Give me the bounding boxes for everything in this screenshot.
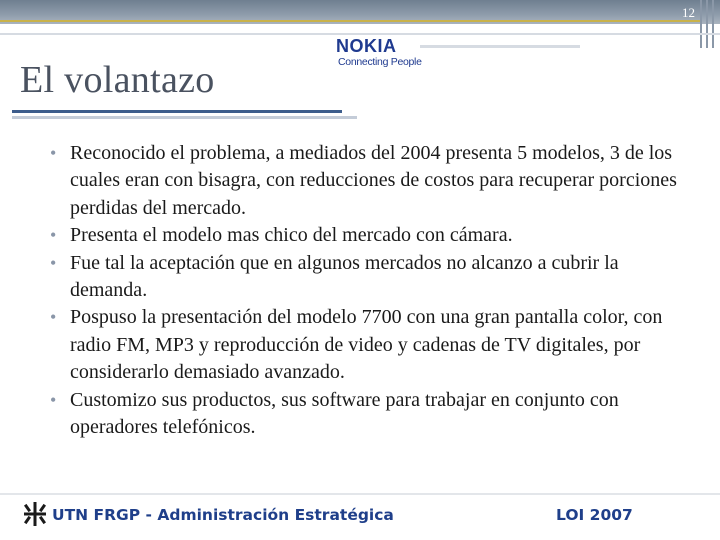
utn-logo-icon: [24, 502, 46, 526]
top-band: [0, 0, 720, 24]
bullet-text: Fue tal la aceptación que en algunos mercados no alcanzo a cubrir la demanda.: [70, 251, 619, 302]
bullet-marker-icon: •: [50, 225, 57, 246]
logo-wordmark: NOKIA: [336, 36, 397, 56]
nokia-logo: [336, 36, 428, 70]
slide-title: El volantazo: [20, 59, 215, 101]
footer-year-label: LOI 2007: [556, 506, 633, 524]
footer-course-label: UTN FRGP - Administración Estratégica: [52, 506, 394, 524]
bullet-item: [50, 140, 690, 222]
bullet-item: [50, 387, 690, 442]
bullet-list: [50, 140, 690, 441]
bullet-marker-icon: •: [50, 143, 57, 163]
bullet-marker-icon: •: [50, 307, 57, 328]
bullet-marker-icon: •: [50, 389, 57, 410]
title-underline: [12, 110, 342, 113]
page-number: 12: [682, 5, 695, 20]
bullet-text: Customizo sus productos, sus software para trabajar en conjunto con operadores telefónicos.: [70, 388, 619, 439]
bullet-text: Presenta el modelo mas chico del mercado con cámara.: [70, 224, 513, 247]
header-accent-bar: [420, 45, 580, 48]
bullet-item: [50, 222, 690, 249]
header-divider: [0, 33, 720, 35]
logo-tagline: Connecting People: [338, 56, 422, 68]
footer-divider: [0, 493, 720, 495]
title-underline-shadow: [12, 116, 357, 119]
bullet-item: [50, 250, 690, 305]
bullet-item: [50, 304, 690, 386]
top-band-accent-line: [0, 20, 700, 22]
bullet-text: Pospuso la presentación del modelo 7700 con una gran pantalla color, con radio FM, MP3 y reproducción de video y cadenas de TV digitales, por considerarlo demasiado avanzado.: [70, 306, 663, 384]
right-edge-bars: [698, 0, 720, 48]
bullet-marker-icon: •: [50, 252, 57, 273]
bullet-text: Reconocido el problema, a mediados del 2004 presenta 5 modelos, 3 de los cuales eran con bisagra, con reducciones de costos para recuperar porciones perdidas del mercado.: [70, 142, 677, 219]
